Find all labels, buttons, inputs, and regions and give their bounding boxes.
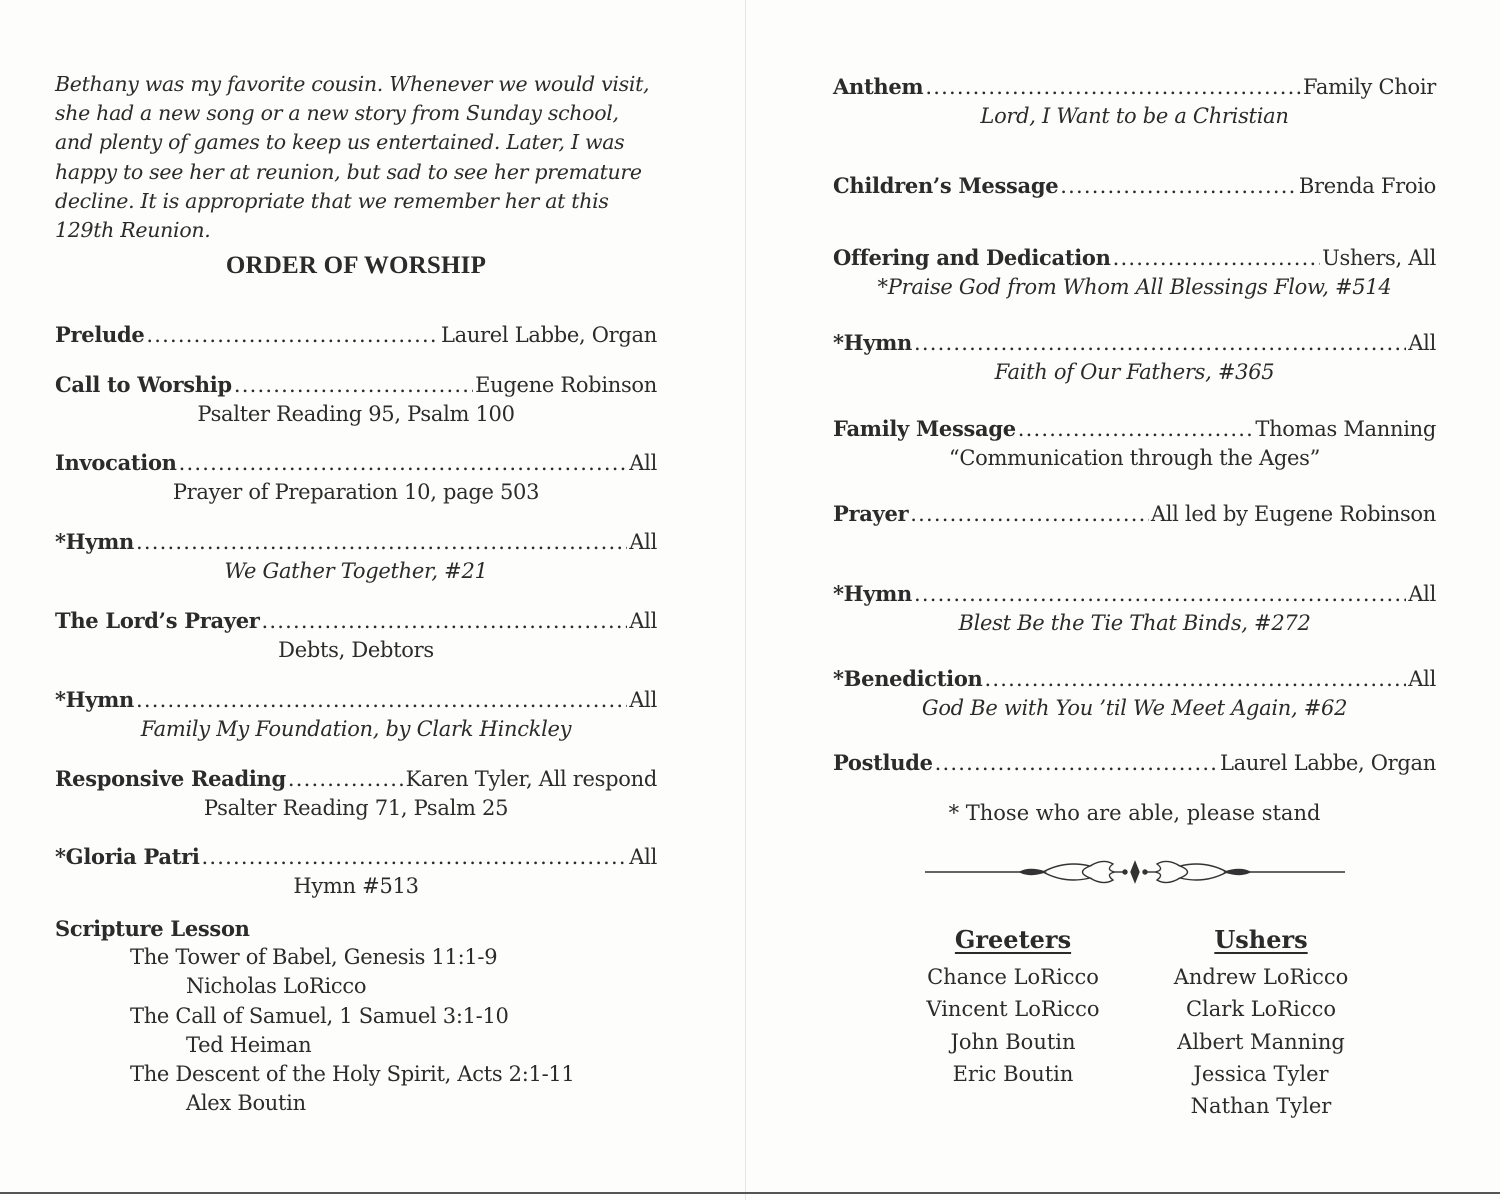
- greeter-name: Vincent LoRicco: [926, 997, 1100, 1022]
- item-title: *Gloria Patri: [55, 844, 200, 869]
- greeter-name: John Boutin: [950, 1029, 1076, 1054]
- page-fold: [745, 0, 746, 1200]
- item-title: *Hymn: [833, 330, 913, 355]
- scripture-reference: The Descent of the Holy Spirit, Acts 2:1-11: [130, 1062, 575, 1087]
- flourish-ornament-icon: [925, 852, 1345, 892]
- item-title: Prayer: [833, 501, 909, 526]
- worship-item-benediction: [833, 664, 1436, 723]
- item-leader: Thomas Manning: [1255, 417, 1436, 441]
- dot-leader: [1060, 171, 1297, 201]
- item-title: *Hymn: [55, 687, 135, 712]
- dot-leader: [179, 448, 628, 478]
- item-leader: All led by Eugene Robinson: [1150, 502, 1436, 526]
- scripture-reader: Alex Boutin: [186, 1091, 306, 1116]
- greeters-list: [893, 924, 1133, 1090]
- item-title: Prelude: [55, 322, 145, 347]
- order-of-worship-heading: ORDER OF WORSHIP: [225, 252, 487, 279]
- scripture-lesson: [55, 914, 657, 1119]
- worship-item-gloria-patri: [55, 842, 657, 901]
- greeter-name: Chance LoRicco: [927, 965, 1099, 989]
- greeters-heading: Greeters: [954, 925, 1072, 954]
- worship-item-lords-prayer: [55, 606, 657, 665]
- dot-leader: [935, 748, 1218, 778]
- scripture-title: Scripture Lesson: [55, 916, 250, 941]
- item-detail: We Gather Together, #21: [224, 559, 488, 583]
- item-title: Responsive Reading: [55, 766, 286, 791]
- item-detail: “Communication through the Ages”: [948, 446, 1321, 470]
- worship-item-prayer: [833, 499, 1436, 529]
- item-title: Children’s Message: [833, 173, 1059, 198]
- worship-item-hymn-2: [55, 685, 657, 744]
- dot-leader: [1113, 243, 1321, 273]
- worship-item-family-message: [833, 414, 1436, 473]
- worship-item-call-to-worship: [55, 370, 657, 429]
- item-leader: Karen Tyler, All respond: [405, 767, 657, 791]
- item-leader: Family Choir: [1303, 75, 1436, 99]
- item-title: Invocation: [55, 450, 177, 475]
- dot-leader: [202, 842, 628, 872]
- item-leader: All: [1408, 582, 1436, 606]
- item-leader: Eugene Robinson: [475, 373, 657, 397]
- dot-leader: [1018, 414, 1254, 444]
- item-title: *Hymn: [55, 529, 135, 554]
- dot-leader: [925, 72, 1301, 102]
- dot-leader: [914, 328, 1406, 358]
- item-title: The Lord’s Prayer: [55, 608, 260, 633]
- dot-leader: [910, 499, 1149, 529]
- scripture-reader: Nicholas LoRicco: [186, 974, 367, 999]
- greeter-name: Eric Boutin: [952, 1061, 1074, 1086]
- item-detail: Family My Foundation, by Clark Hinckley: [140, 717, 572, 741]
- dot-leader: [914, 579, 1406, 609]
- intro-paragraph: Bethany was my favorite cousin. Whenever we would visit, she had a new song or a new story from Sunday school, and plenty of games to keep us entertained. Later, I was happy to see her at reunion, but sad to see her premature decline. It is appropriate that we remember her at this 129th Reunion.: [55, 72, 650, 243]
- dot-leader: [262, 606, 628, 636]
- item-detail: Prayer of Preparation 10, page 503: [172, 480, 540, 504]
- worship-item-offering: [833, 243, 1436, 302]
- item-title: *Benediction: [833, 666, 983, 691]
- item-leader: Laurel Labbe, Organ: [440, 323, 657, 347]
- worship-item-responsive-reading: [55, 764, 657, 823]
- bottom-edge: [0, 1192, 1500, 1194]
- item-leader: Laurel Labbe, Organ: [1219, 751, 1436, 775]
- stand-note: * Those who are able, please stand: [948, 801, 1321, 825]
- item-detail: Debts, Debtors: [278, 638, 434, 662]
- item-detail: *Praise God from Whom All Blessings Flow, #514: [877, 275, 1392, 299]
- item-detail: Psalter Reading 95, Psalm 100: [197, 402, 515, 426]
- item-leader: All: [629, 688, 657, 712]
- item-leader: All: [629, 609, 657, 633]
- item-detail: Faith of Our Fathers, #365: [994, 360, 1275, 384]
- worship-item-anthem: [833, 72, 1436, 131]
- item-leader: Brenda Froio: [1298, 174, 1436, 198]
- usher-name: Andrew LoRicco: [1173, 965, 1349, 989]
- item-detail: God Be with You ’til We Meet Again, #62: [921, 696, 1348, 720]
- dot-leader: [136, 527, 627, 557]
- usher-name: Clark LoRicco: [1185, 997, 1337, 1022]
- dot-leader: [136, 685, 627, 715]
- item-title: Call to Worship: [55, 372, 232, 397]
- usher-name: Albert Manning: [1177, 1029, 1345, 1054]
- worship-item-childrens-message: [833, 171, 1436, 201]
- ushers-heading: Ushers: [1214, 925, 1308, 954]
- dot-leader: [985, 664, 1407, 694]
- worship-item-postlude: [833, 748, 1436, 778]
- item-detail: Lord, I Want to be a Christian: [980, 104, 1289, 128]
- dot-leader: [146, 320, 439, 350]
- dot-leader: [288, 764, 404, 794]
- scripture-reader: Ted Heiman: [186, 1032, 312, 1057]
- item-title: Family Message: [833, 416, 1016, 441]
- scripture-reference: The Tower of Babel, Genesis 11:1-9: [130, 945, 498, 969]
- worship-item-hymn-4: [833, 579, 1436, 638]
- item-leader: All: [1408, 667, 1436, 691]
- item-detail: Psalter Reading 71, Psalm 25: [203, 796, 509, 820]
- worship-item-hymn-1: [55, 527, 657, 586]
- worship-item-hymn-3: [833, 328, 1436, 387]
- item-title: Anthem: [833, 74, 924, 99]
- item-leader: All: [629, 451, 657, 475]
- item-leader: Ushers, All: [1322, 246, 1436, 270]
- usher-name: Nathan Tyler: [1190, 1094, 1332, 1119]
- usher-name: Jessica Tyler: [1193, 1061, 1329, 1086]
- item-title: *Hymn: [833, 581, 913, 606]
- scripture-reference: The Call of Samuel, 1 Samuel 3:1-10: [130, 1003, 509, 1028]
- item-leader: All: [629, 530, 657, 554]
- item-leader: All: [629, 845, 657, 869]
- item-detail: Hymn #513: [293, 874, 419, 898]
- item-detail: Blest Be the Tie That Binds, #272: [958, 611, 1311, 635]
- item-title: Offering and Dedication: [833, 245, 1111, 270]
- dot-leader: [234, 370, 473, 400]
- item-leader: All: [1408, 331, 1436, 355]
- worship-item-invocation: [55, 448, 657, 507]
- worship-item-prelude: [55, 320, 657, 350]
- ushers-list: [1141, 924, 1381, 1122]
- item-title: Postlude: [833, 750, 933, 775]
